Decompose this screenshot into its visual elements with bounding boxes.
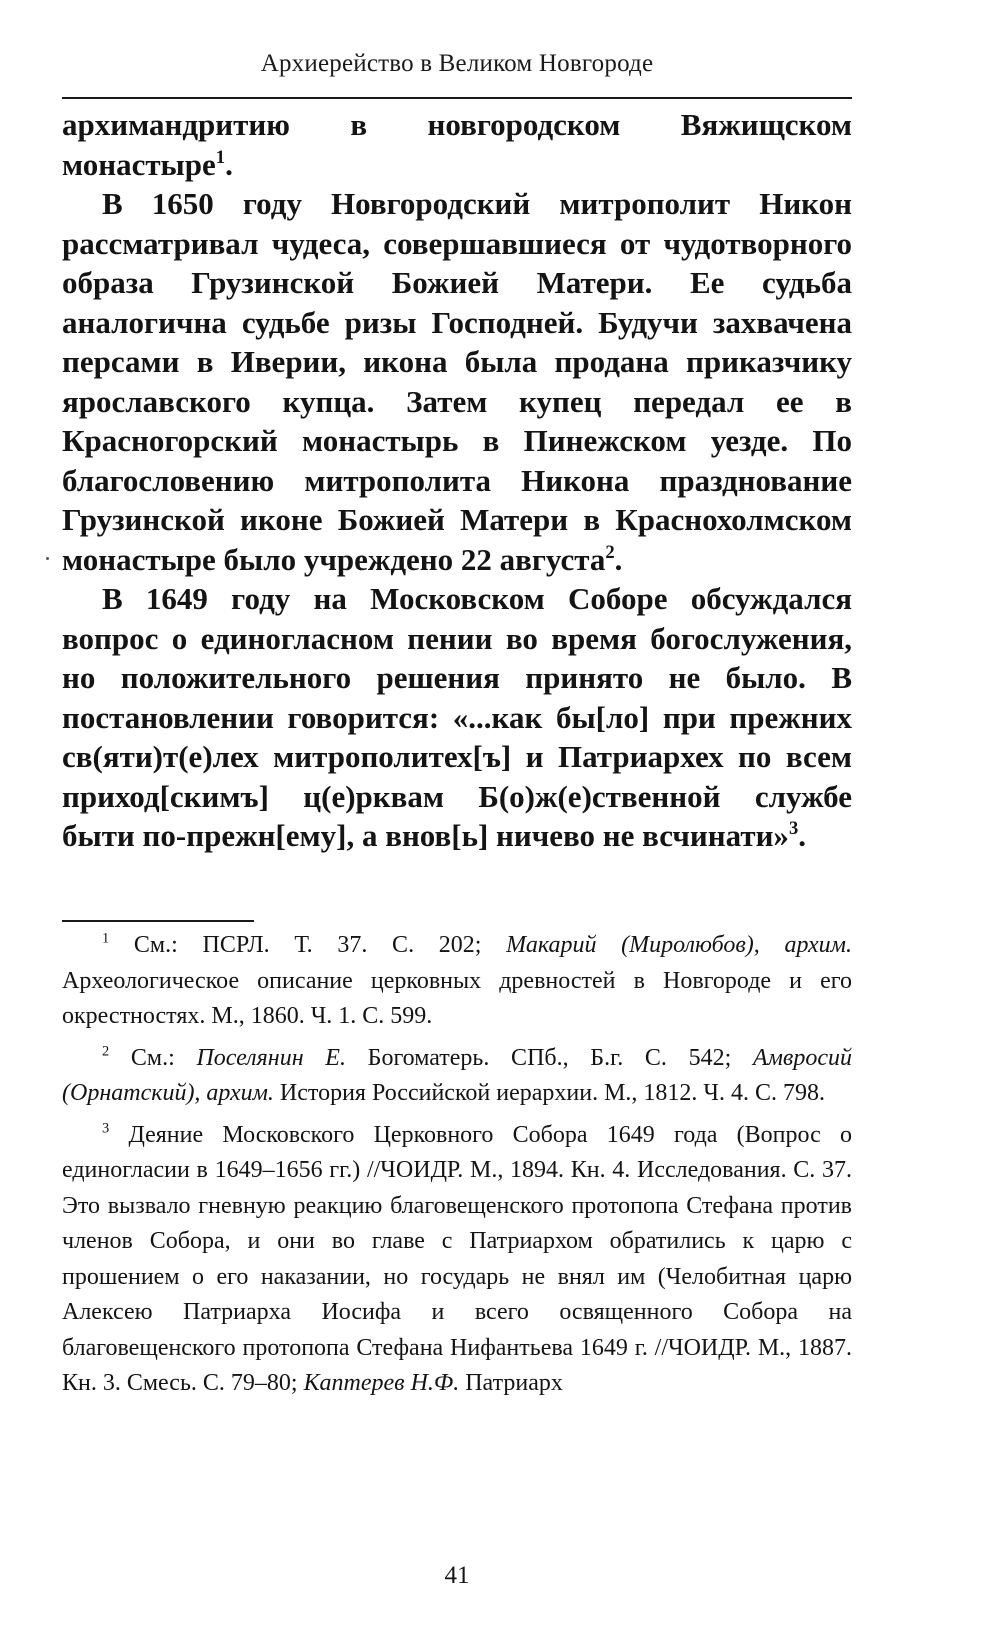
footnote-text: История Российской иерархии. М., 1812. Ч. 4. С. 798. <box>273 1080 826 1106</box>
main-text <box>62 105 852 856</box>
footnote-number: 2 <box>102 1043 110 1060</box>
running-head: Архиерейство в Великом Новгороде <box>260 50 654 77</box>
paragraph-end: . <box>798 818 806 853</box>
footnote-ref: 3 <box>788 817 799 839</box>
footnotes <box>62 928 852 1402</box>
footnote-text: Археологическое описание церковных древностей в Новгороде и его окрестностях. М., 1860. Ч. 1. С. 599. <box>62 967 852 1029</box>
footnote-author: Амвросий (Орнатский), архим. <box>62 1044 852 1106</box>
footnote-ref: 1 <box>215 146 226 168</box>
footnote-text: См.: <box>109 1044 197 1071</box>
footnote-text: Деяние Московского Церковного Собора 1649 года (Вопрос о единогласии в 1649–1656 гг.) //ЧОИДР. М., 1894. Кн. 4. Исследования. С. 37. Это вызвало гневную реакцию благовещенского протопопа Стефана против членов Собора, и они во главе с Патриархом обратились к царю с прошением о его наказании, но государь не внял им (Челобитная царю Алексею Патриарха Иосифа и всего освященного Собора на благовещенского протопопа Стефана Нифантьева 1649 г. //ЧОИДР. М., 1887. Кн. 3. Смесь. С. 79–80; <box>62 1121 852 1396</box>
footnote-author: Макарий (Миролюбов), архим. <box>506 932 852 958</box>
paragraph-text: В 1649 году на Московском Соборе обсуждался вопрос о единогласном пении во время богослужения, но положительного решения принято не было. В постановлении говорится: «...как бы[ло] при прежних св(яти)т(е)лех митрополитех[ъ] и Патриархех по всем приход[скимъ] ц(е)рквам Б(о)ж(е)ственной службе быти по-прежн[ему], а внов[ь] ничево не всчинати» <box>62 581 852 853</box>
footnote-number: 1 <box>102 930 110 947</box>
paragraph-text: В 1650 году Новгородский митрополит Никон рассматривал чудеса, совершавшиеся от чудотворного образа Грузинской Божией Матери. Ее судьба аналогична судьбе ризы Господней. Будучи захвачена персами в Иверии, икона была продана приказчику ярославского купца. Затем купец передал ее в Красногорский монастырь в Пинежском уезде. По благословению митрополита Никона празднование Грузинской иконе Божией Матери в Краснохолмском монастыре было учреждено 22 августа <box>62 186 852 577</box>
scan-speck <box>46 557 49 560</box>
paragraph <box>62 579 852 856</box>
footnote-author: Каптерев Н.Ф. <box>303 1370 460 1396</box>
footnote <box>62 928 852 1035</box>
footnote-number: 3 <box>102 1120 110 1137</box>
footnote-text: См.: ПСРЛ. Т. 37. С. 202; <box>109 932 507 958</box>
page-number: 41 <box>444 1562 470 1589</box>
footnote-ref: 2 <box>605 541 615 563</box>
footnote-author: Поселянин Е. <box>196 1044 346 1071</box>
paragraph-end: . <box>614 541 623 577</box>
header-rule <box>62 97 852 99</box>
footnote-rule <box>62 920 254 922</box>
paragraph <box>62 184 852 579</box>
paragraph-text: архимандритию в новгородском Вяжищском монастыре <box>62 107 852 182</box>
footnote-text: Патриарх <box>459 1370 563 1396</box>
paragraph <box>62 105 852 184</box>
footnote <box>62 1118 852 1402</box>
footnote <box>62 1041 852 1112</box>
footnote-text: Богоматерь. СПб., Б.г. С. 542; <box>345 1044 753 1071</box>
paragraph-end: . <box>225 146 233 182</box>
